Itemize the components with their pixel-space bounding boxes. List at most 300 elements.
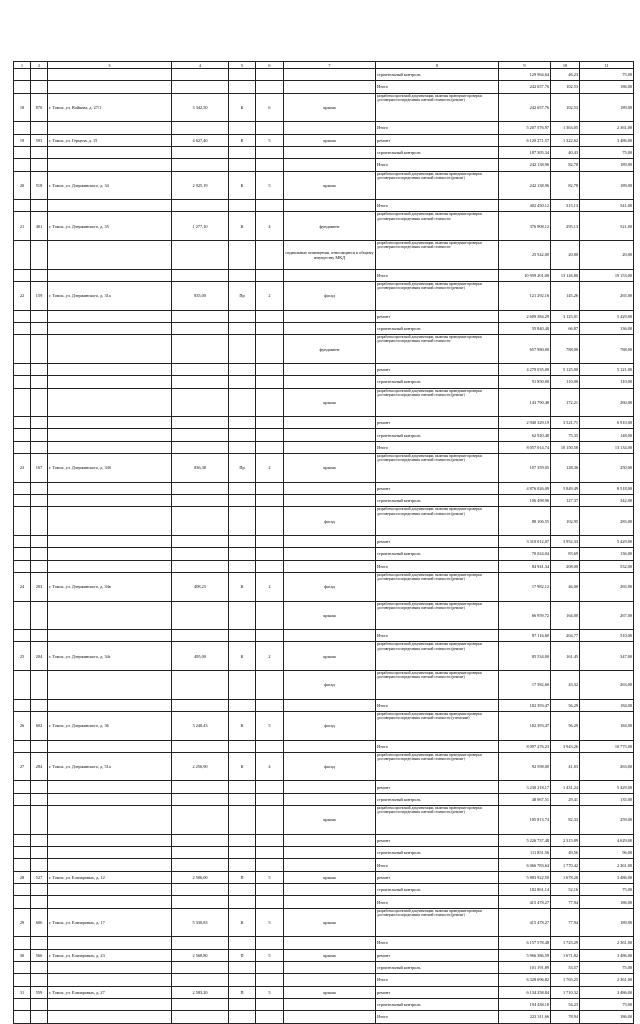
structural-element-cell: крыша — [284, 871, 376, 883]
max-unit-cost-cell: 788,00 — [580, 335, 634, 364]
unit-cost-cell: 102,53 — [551, 81, 580, 93]
address-cell: г. Томск, ул. Войкова, д. 27/1 — [48, 93, 172, 122]
address-cell — [48, 482, 172, 494]
max-unit-cost-cell: 189,00 — [580, 908, 634, 937]
wall-material-cell — [229, 310, 256, 322]
row-number-cell — [14, 859, 31, 871]
max-unit-cost-cell: 263,00 — [580, 671, 634, 700]
area-cell — [172, 417, 229, 429]
floors-cell — [256, 884, 284, 896]
floors-cell: 4 — [256, 212, 284, 241]
unit-cost-cell: 5 125,00 — [551, 363, 580, 375]
row-number-cell — [14, 310, 31, 322]
floors-cell — [256, 961, 284, 973]
wall-material-cell — [229, 781, 256, 793]
work-type-cell: разработка проектной документации, включая проведение проверки достоверности определения сметной стоимости (ремонт) — [376, 507, 499, 536]
table-row — [14, 642, 634, 671]
table-row — [14, 376, 634, 388]
structural-element-cell — [284, 896, 376, 908]
wall-material-cell — [229, 896, 256, 908]
cost-cell: 6 120 271,57 — [499, 134, 551, 146]
row-number-cell — [14, 781, 31, 793]
max-unit-cost-cell: 3 486,00 — [580, 986, 634, 998]
structural-element-cell — [284, 740, 376, 752]
structural-element-cell — [284, 159, 376, 171]
unit-cost-cell: 3 952,33 — [551, 535, 580, 547]
max-unit-cost-cell: 259,00 — [580, 806, 634, 835]
work-type-cell: Итого — [376, 859, 499, 871]
table-row — [14, 793, 634, 805]
floors-cell — [256, 69, 284, 81]
area-cell — [172, 630, 229, 642]
address-cell: г. Томск, ул. Дзержинского, д. 34 — [48, 171, 172, 200]
wall-material-cell — [229, 507, 256, 536]
floors-cell — [256, 363, 284, 375]
row-number-cell — [14, 834, 31, 846]
floors-cell — [256, 630, 284, 642]
unit-cost-cell: 102,95 — [551, 507, 580, 536]
max-unit-cost-cell: 4 629,00 — [580, 834, 634, 846]
address-cell — [48, 441, 172, 453]
house-id-cell — [31, 548, 48, 560]
house-id-cell — [31, 363, 48, 375]
address-cell — [48, 998, 172, 1010]
area-cell — [172, 740, 229, 752]
max-unit-cost-cell: 260,00 — [580, 388, 634, 417]
area-cell — [172, 269, 229, 281]
address-cell — [48, 806, 172, 835]
unit-cost-cell: 40,43 — [551, 146, 580, 158]
max-unit-cost-cell: 3 486,00 — [580, 949, 634, 961]
work-type-cell: разработка проектной документации, включая проведение проверки достоверности определения сметной стоимости (утепление) — [376, 711, 499, 740]
floors-cell — [256, 495, 284, 507]
unit-cost-cell: 161,45 — [551, 642, 580, 671]
floors-cell: 4 — [256, 752, 284, 781]
unit-cost-cell: 208,00 — [551, 560, 580, 572]
floors-cell: 5 — [256, 908, 284, 937]
structural-element-cell: крыша — [284, 454, 376, 483]
area-cell — [172, 859, 229, 871]
floors-cell — [256, 159, 284, 171]
wall-material-cell — [229, 322, 256, 334]
area-cell — [172, 806, 229, 835]
structural-element-cell — [284, 847, 376, 859]
floors-cell — [256, 1011, 284, 1023]
house-id-cell — [31, 630, 48, 642]
cost-cell: 6 328 696,82 — [499, 974, 551, 986]
cost-cell: 101 191,89 — [499, 961, 551, 973]
table-row — [14, 560, 634, 572]
cost-cell: 2 609 384,29 — [499, 310, 551, 322]
area-cell — [172, 548, 229, 560]
house-id-cell — [31, 961, 48, 973]
wall-material-cell — [229, 1011, 256, 1023]
area-cell — [172, 1011, 229, 1023]
table-row — [14, 388, 634, 417]
table-row — [14, 671, 634, 700]
area-cell: 4 627,40 — [172, 134, 229, 146]
work-type-cell: Итого — [376, 974, 499, 986]
wall-material-cell — [229, 699, 256, 711]
max-unit-cost-cell: 189,00 — [580, 93, 634, 122]
area-cell: 408,23 — [172, 572, 229, 601]
row-number-cell — [14, 322, 31, 334]
unit-cost-cell: 46,00 — [551, 572, 580, 601]
unit-cost-cell: 1 431,24 — [551, 781, 580, 793]
floors-cell: 5 — [256, 986, 284, 998]
structural-element-cell — [284, 363, 376, 375]
house-id-cell — [31, 937, 48, 949]
structural-element-cell: фасад — [284, 282, 376, 311]
wall-material-cell — [229, 884, 256, 896]
address-cell — [48, 847, 172, 859]
cost-cell: 129 964,64 — [499, 69, 551, 81]
area-cell — [172, 146, 229, 158]
wall-material-cell — [229, 159, 256, 171]
unit-cost-cell: 102,53 — [551, 93, 580, 122]
max-unit-cost-cell: 186,00 — [580, 1011, 634, 1023]
address-cell: г. Томск, ул. Дзержинского, д. 35 — [48, 212, 172, 241]
work-type-cell: Итого — [376, 200, 499, 212]
work-type-cell: Итого — [376, 896, 499, 908]
cost-cell: 182 861,14 — [499, 884, 551, 896]
table-row — [14, 548, 634, 560]
unit-cost-cell: 3 943,26 — [551, 740, 580, 752]
wall-material-cell — [229, 974, 256, 986]
table-row — [14, 93, 634, 122]
work-type-cell: разработка проектной документации, включая проведение проверки достоверности определения сметной стоимости — [376, 212, 499, 241]
work-type-cell: разработка проектной документации, включая проведение проверки достоверности определения сметной стоимости (ремонт) — [376, 671, 499, 700]
structural-element-cell: подвальные помещения, относящиеся к общему имуществу МКД — [284, 241, 376, 270]
max-unit-cost-cell: 532,00 — [580, 560, 634, 572]
row-number-cell — [14, 740, 31, 752]
structural-element-cell: крыша — [284, 388, 376, 417]
table-row — [14, 81, 634, 93]
row-number-cell: 28 — [14, 871, 31, 883]
structural-element-cell — [284, 535, 376, 547]
cost-cell: 3 310 012,07 — [499, 535, 551, 547]
table-row — [14, 908, 634, 937]
table-row — [14, 847, 634, 859]
unit-cost-cell: 52,16 — [551, 884, 580, 896]
table-row — [14, 630, 634, 642]
table-row — [14, 572, 634, 601]
area-cell: 1 277,10 — [172, 212, 229, 241]
table-row — [14, 171, 634, 200]
wall-material-cell — [229, 417, 256, 429]
work-type-cell: ремонт — [376, 535, 499, 547]
house-id-cell: 203 — [31, 572, 48, 601]
address-cell — [48, 896, 172, 908]
floors-cell — [256, 535, 284, 547]
floors-cell: 5 — [256, 949, 284, 961]
house-id-cell — [31, 806, 48, 835]
floors-cell: 5 — [256, 171, 284, 200]
wall-material-cell — [229, 961, 256, 973]
work-type-cell: строительный контроль — [376, 429, 499, 441]
wall-material-cell — [229, 482, 256, 494]
unit-cost-cell: 3 125,01 — [551, 310, 580, 322]
structural-element-cell — [284, 793, 376, 805]
wall-material-cell: П — [229, 949, 256, 961]
work-type-cell: ремонт — [376, 986, 499, 998]
unit-cost-cell: 1 725,29 — [551, 937, 580, 949]
work-type-cell: строительный контроль — [376, 376, 499, 388]
address-cell — [48, 335, 172, 364]
row-number-cell: 24 — [14, 572, 31, 601]
address-cell: г. Томск, ул. Дзержинского, д. 34в — [48, 572, 172, 601]
address-cell: г. Томск, ул. Герцена, д. 15 — [48, 134, 172, 146]
table-row — [14, 699, 634, 711]
work-type-cell: ремонт — [376, 417, 499, 429]
house-id-cell — [31, 834, 48, 846]
address-cell — [48, 601, 172, 630]
area-cell — [172, 699, 229, 711]
row-number-cell: 22 — [14, 282, 31, 311]
row-number-cell — [14, 699, 31, 711]
unit-cost-cell: 295,13 — [551, 212, 580, 241]
cost-cell: 121 292,16 — [499, 282, 551, 311]
wall-material-cell — [229, 601, 256, 630]
cost-cell: 194 438,18 — [499, 998, 551, 1010]
max-unit-cost-cell: 75,00 — [580, 998, 634, 1010]
wall-material-cell — [229, 269, 256, 281]
structural-element-cell — [284, 630, 376, 642]
table-row — [14, 974, 634, 986]
max-unit-cost-cell: 541,00 — [580, 200, 634, 212]
house-id-cell: 284 — [31, 752, 48, 781]
table-row — [14, 241, 634, 270]
wall-material-cell — [229, 81, 256, 93]
house-id-cell — [31, 146, 48, 158]
floors-cell: 2 — [256, 454, 284, 483]
address-cell — [48, 69, 172, 81]
cost-cell: 106 498,96 — [499, 495, 551, 507]
work-type-cell: Итого — [376, 740, 499, 752]
cost-cell: 111 851,56 — [499, 847, 551, 859]
work-type-cell: Итого — [376, 630, 499, 642]
row-number-cell — [14, 69, 31, 81]
structural-element-cell: фасад — [284, 507, 376, 536]
work-type-cell: разработка проектной документации, включая проведение проверки достоверности определения сметной стоимости (ремонт) — [376, 601, 499, 630]
work-type-cell: ремонт — [376, 949, 499, 961]
unit-cost-cell: 127,37 — [551, 495, 580, 507]
structural-element-cell — [284, 884, 376, 896]
address-cell — [48, 834, 172, 846]
max-unit-cost-cell: 136,00 — [580, 548, 634, 560]
work-type-cell: строительный контроль — [376, 146, 499, 158]
work-type-cell: разработка проектной документации, включая проведение проверки достоверности определения сметной стоимости (ремонт) — [376, 454, 499, 483]
floors-cell — [256, 310, 284, 322]
floors-cell: 5 — [256, 134, 284, 146]
table-row — [14, 781, 634, 793]
structural-element-cell — [284, 781, 376, 793]
wall-material-cell: К — [229, 572, 256, 601]
unit-cost-cell: 315,13 — [551, 200, 580, 212]
row-number-cell — [14, 241, 31, 270]
max-unit-cost-cell: 10 775,00 — [580, 740, 634, 752]
house-id-cell — [31, 671, 48, 700]
header-cell-11: 11 — [580, 62, 634, 69]
max-unit-cost-cell: 5 429,00 — [580, 310, 634, 322]
max-unit-cost-cell: 19 153,00 — [580, 269, 634, 281]
wall-material-cell — [229, 69, 256, 81]
area-cell — [172, 81, 229, 93]
unit-cost-cell: 5 849,49 — [551, 482, 580, 494]
floors-cell — [256, 998, 284, 1010]
work-type-cell: Итого — [376, 699, 499, 711]
address-cell — [48, 376, 172, 388]
address-cell — [48, 122, 172, 134]
cost-cell: 91 850,00 — [499, 376, 551, 388]
area-cell — [172, 69, 229, 81]
cost-cell: 107 359,05 — [499, 454, 551, 483]
unit-cost-cell: 54,23 — [551, 998, 580, 1010]
structural-element-cell — [284, 974, 376, 986]
table-row — [14, 601, 634, 630]
area-cell: 3 342,50 — [172, 93, 229, 122]
work-type-cell: ремонт — [376, 482, 499, 494]
floors-cell: 6 — [256, 93, 284, 122]
floors-cell: 2 — [256, 282, 284, 311]
work-type-cell: строительный контроль — [376, 548, 499, 560]
floors-cell — [256, 388, 284, 417]
address-cell — [48, 507, 172, 536]
area-cell — [172, 429, 229, 441]
row-number-cell — [14, 429, 31, 441]
address-cell — [48, 671, 172, 700]
structural-element-cell: фасад — [284, 671, 376, 700]
floors-cell — [256, 896, 284, 908]
floors-cell — [256, 937, 284, 949]
structural-element-cell — [284, 834, 376, 846]
address-cell — [48, 884, 172, 896]
header-row — [14, 62, 634, 69]
address-cell — [48, 417, 172, 429]
floors-cell — [256, 429, 284, 441]
floors-cell — [256, 507, 284, 536]
wall-material-cell: К — [229, 134, 256, 146]
structural-element-cell — [284, 998, 376, 1010]
row-number-cell — [14, 388, 31, 417]
area-cell — [172, 961, 229, 973]
table-row — [14, 884, 634, 896]
floors-cell: 2 — [256, 572, 284, 601]
max-unit-cost-cell: 148,00 — [580, 429, 634, 441]
unit-cost-cell: 1 710,32 — [551, 986, 580, 998]
header-cell-10: 10 — [551, 62, 580, 69]
unit-cost-cell: 29,41 — [551, 793, 580, 805]
cost-cell: 5 207 576,97 — [499, 122, 551, 134]
row-number-cell — [14, 535, 31, 547]
cost-cell: 48 067,51 — [499, 793, 551, 805]
row-number-cell — [14, 671, 31, 700]
row-number-cell — [14, 937, 31, 949]
area-cell — [172, 363, 229, 375]
unit-cost-cell: 77,94 — [551, 896, 580, 908]
max-unit-cost-cell: 5 121,00 — [580, 363, 634, 375]
table-row — [14, 740, 634, 752]
row-number-cell — [14, 961, 31, 973]
unit-cost-cell: 82,78 — [551, 171, 580, 200]
row-number-cell — [14, 200, 31, 212]
cost-cell: 185 813,74 — [499, 806, 551, 835]
address-cell — [48, 961, 172, 973]
address-cell — [48, 859, 172, 871]
unit-cost-cell: 10 150,58 — [551, 441, 580, 453]
unit-cost-cell: 75,35 — [551, 429, 580, 441]
house-id-cell — [31, 998, 48, 1010]
unit-cost-cell: 1 678,28 — [551, 871, 580, 883]
wall-material-cell — [229, 998, 256, 1010]
unit-cost-cell: 66,87 — [551, 322, 580, 334]
house-id-cell — [31, 896, 48, 908]
address-cell — [48, 1011, 172, 1023]
unit-cost-cell: 56,29 — [551, 699, 580, 711]
structural-element-cell — [284, 961, 376, 973]
wall-material-cell — [229, 335, 256, 364]
structural-element-cell — [284, 699, 376, 711]
area-cell — [172, 482, 229, 494]
address-cell — [48, 322, 172, 334]
table-row — [14, 711, 634, 740]
row-number-cell — [14, 146, 31, 158]
max-unit-cost-cell: 186,00 — [580, 896, 634, 908]
row-number-cell — [14, 974, 31, 986]
cost-cell: 8 097 276,23 — [499, 740, 551, 752]
work-type-cell: строительный контроль — [376, 884, 499, 896]
house-id-cell: 602 — [31, 711, 48, 740]
row-number-cell — [14, 482, 31, 494]
structural-element-cell: крыша — [284, 171, 376, 200]
wall-material-cell — [229, 560, 256, 572]
table-row — [14, 134, 634, 146]
house-id-cell: 518 — [31, 171, 48, 200]
table-row — [14, 429, 634, 441]
max-unit-cost-cell: 5 429,00 — [580, 781, 634, 793]
table-row — [14, 310, 634, 322]
work-type-cell: Итого — [376, 122, 499, 134]
row-number-cell — [14, 806, 31, 835]
house-id-cell: 204 — [31, 642, 48, 671]
house-id-cell — [31, 429, 48, 441]
structural-element-cell: крыша — [284, 642, 376, 671]
house-id-cell — [31, 122, 48, 134]
max-unit-cost-cell: 510,00 — [580, 630, 634, 642]
house-id-cell: 870 — [31, 93, 48, 122]
work-type-cell: строительный контроль — [376, 69, 499, 81]
row-number-cell: 31 — [14, 986, 31, 998]
cost-cell: 182 393,47 — [499, 699, 551, 711]
work-type-cell: ремонт — [376, 134, 499, 146]
address-cell: г. Томск, ул. Дзержинского, д. 31а — [48, 282, 172, 311]
wall-material-cell — [229, 200, 256, 212]
table-row — [14, 896, 634, 908]
table-row — [14, 335, 634, 364]
row-number-cell — [14, 81, 31, 93]
floors-cell — [256, 417, 284, 429]
work-type-cell: разработка проектной документации, включая проведение проверки достоверности определения сметной стоимости (ремонт) — [376, 752, 499, 781]
work-type-cell: разработка проектной документации, включая проведение проверки достоверности определения сметной стоимости (ремонт) — [376, 806, 499, 835]
unit-cost-cell: 164,00 — [551, 601, 580, 630]
max-unit-cost-cell: 2 361,00 — [580, 122, 634, 134]
row-number-cell — [14, 507, 31, 536]
unit-cost-cell: 78,94 — [551, 1011, 580, 1023]
max-unit-cost-cell: 75,00 — [580, 146, 634, 158]
row-number-cell: 19 — [14, 134, 31, 146]
unit-cost-cell: 788,00 — [551, 335, 580, 364]
header-cell-6: 6 — [256, 62, 284, 69]
